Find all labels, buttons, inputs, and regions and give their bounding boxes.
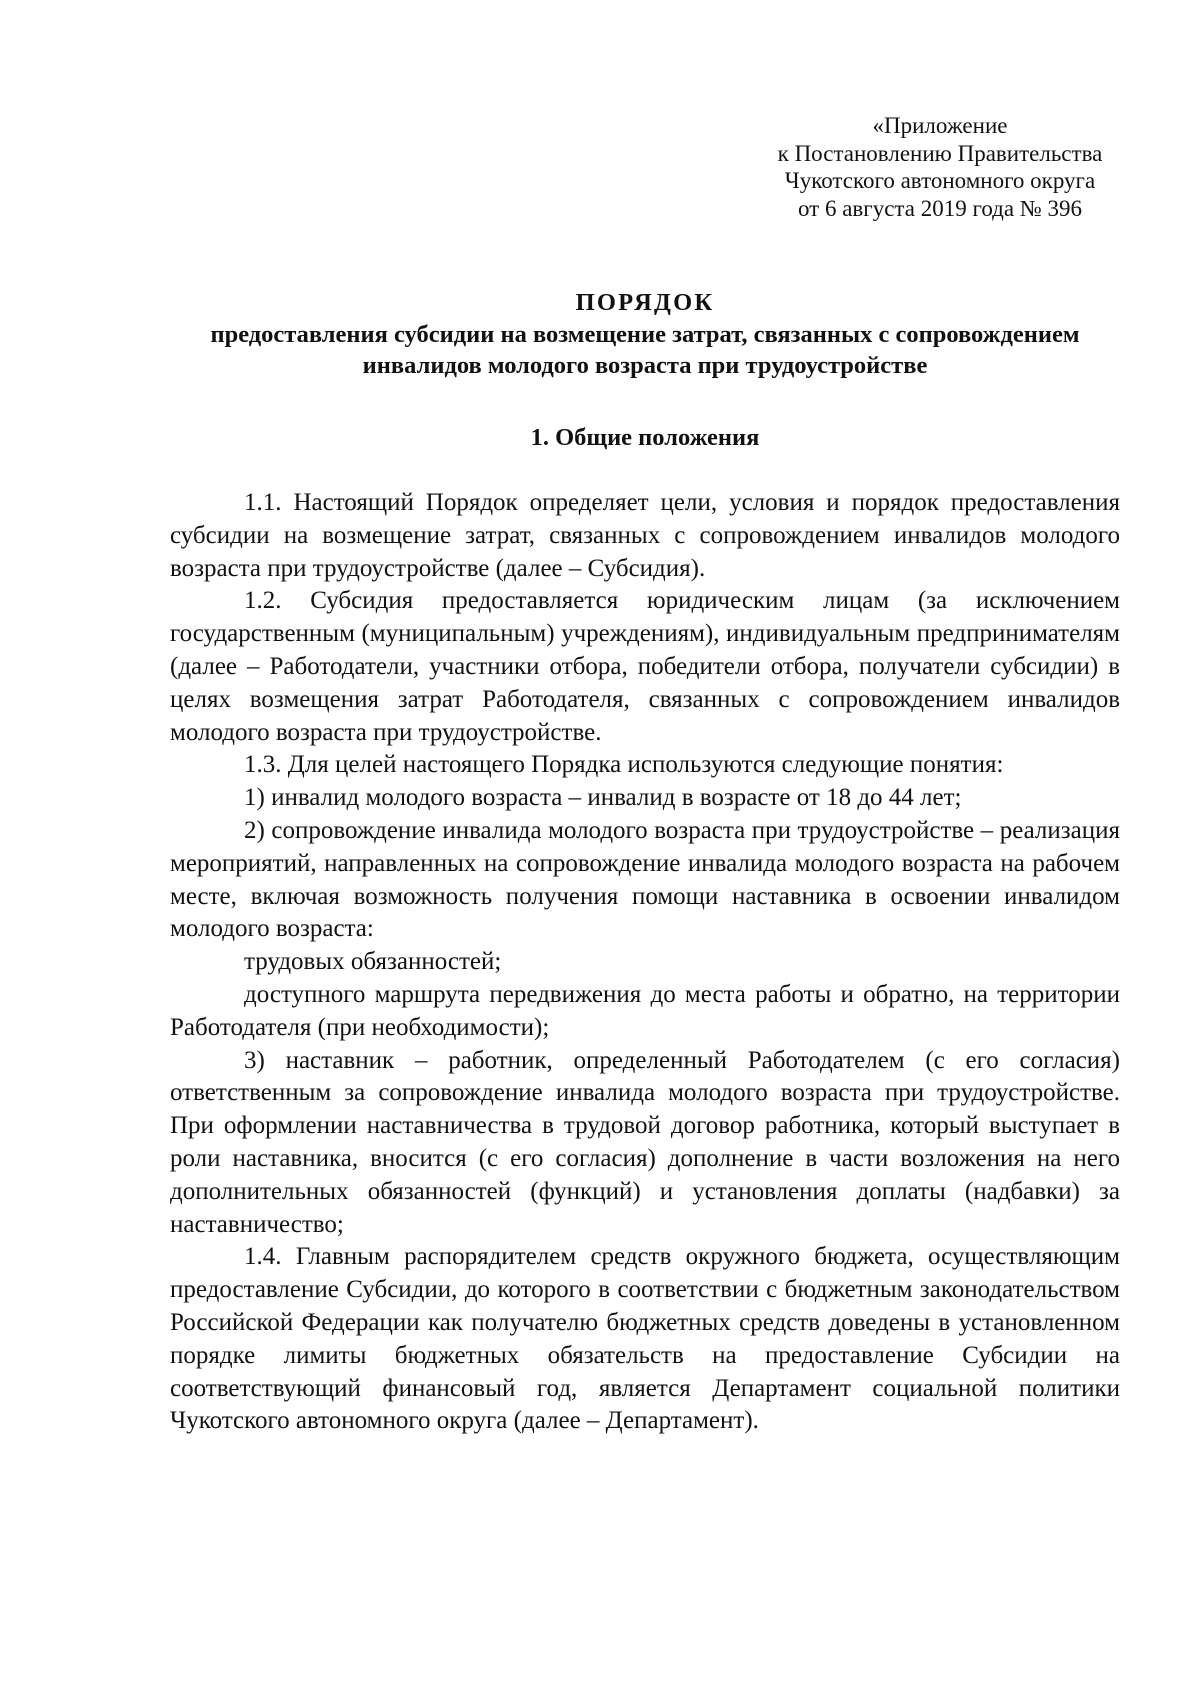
section-heading: 1. Общие положения <box>530 424 760 451</box>
annex-block <box>760 112 1120 222</box>
paragraph: 3) наставник – работник, определенный Работодателем (с его согласия) ответственным за сопровождение инвалида молодого возраста при трудоустройстве. При оформлении наставничества в трудовой договор работника, который выступает в роли наставника, вносится (с его согласия) дополнение в части возложения на него дополнительных обязанностей (функций) и установления доплаты (надбавки) за наставничество; <box>170 1046 1120 1238</box>
paragraph: 1.1. Настоящий Порядок определяет цели, условия и порядок предоставления субсидии на возмещение затрат, связанных с сопровождением инвалидов молодого возраста при трудоустройстве (далее – Субсидия). <box>170 489 1120 582</box>
annex-line: к Постановлению Правительства <box>777 140 1103 166</box>
document-subtitle: предоставления субсидии на возмещение затрат, связанных с сопровождением инвалидов молодого возраста при трудоустройстве <box>210 321 1080 379</box>
annex-line: «Приложение <box>872 113 1008 138</box>
paragraph: 1.3. Для целей настоящего Порядка используются следующие понятия: <box>244 751 1004 779</box>
paragraph: 1.2. Субсидия предоставляется юридическим лицам (за исключением государственным (муниципальным) учреждениям), индивидуальным предпринимателям (далее – Работодатели, участники отбора, победители отбора, получатели субсидии) в целях возмещения затрат Работодателя, связанных с сопровождением инвалидов молодого возраста при трудоустройстве. <box>170 587 1120 746</box>
annex-line: от 6 августа 2019 года № 396 <box>797 195 1083 221</box>
document-title: ПОРЯДОК <box>575 289 715 316</box>
paragraph: доступного маршрута передвижения до места работы и обратно, на территории Работодателя (при необходимости); <box>170 980 1120 1041</box>
paragraph: 1) инвалид молодого возраста – инвалид в возрасте от 18 до 44 лет; <box>244 784 962 812</box>
paragraph: трудовых обязанностей; <box>244 948 502 976</box>
document-body <box>170 487 1120 1438</box>
paragraph: 2) сопровождение инвалида молодого возраста при трудоустройстве – реализация мероприятий, направленных на сопровождение инвалида молодого возраста на рабочем месте, включая возможность получения помощи наставника в освоении инвалидом молодого возраста: <box>170 816 1120 943</box>
title-block <box>170 287 1120 381</box>
paragraph: 1.4. Главным распорядителем средств окружного бюджета, осуществляющим предоставление Субсидии, до которого в соответствии с бюджетным законодательством Российской Федерации как получателю бюджетных средств доведены в установленном порядке лимиты бюджетных обязательств на предоставление Субсидии на соответствующий финансовый год, является Департамент социальной политики Чукотского автономного округа (далее – Департамент). <box>170 1243 1120 1435</box>
annex-line: Чукотского автономного округа <box>784 168 1096 193</box>
